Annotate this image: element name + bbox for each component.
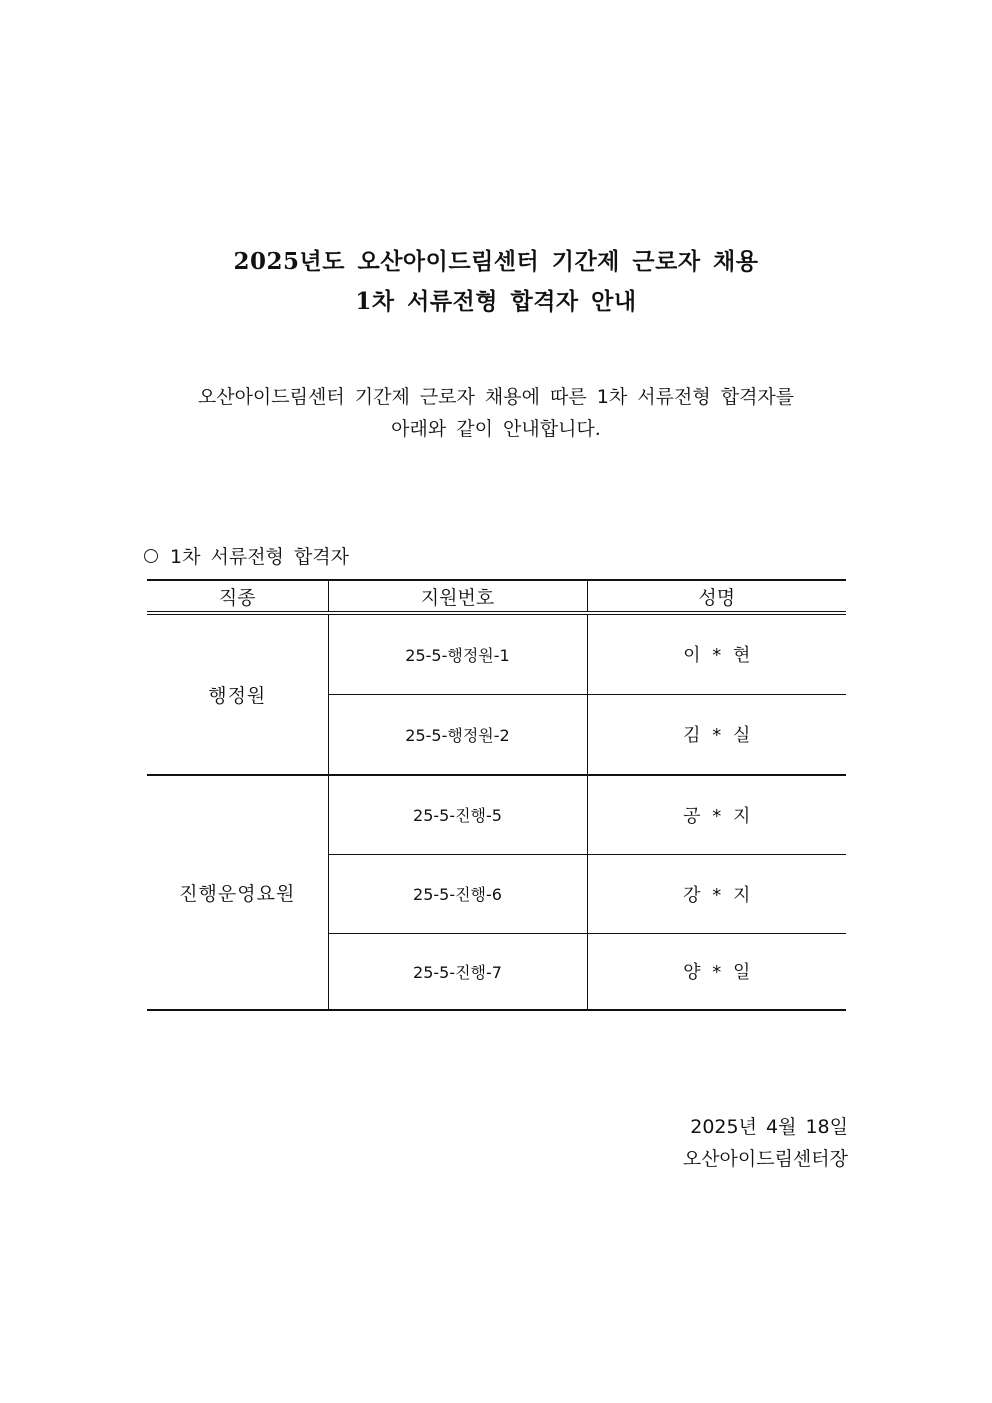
header-application-number: 지원번호 [328,580,587,613]
application-number-cell: 25-5-진행-5 [328,775,587,854]
job-type-cell: 진행운영요원 [147,775,328,1010]
section-heading [144,542,349,569]
job-type-cell: 행정원 [147,613,328,775]
application-number-cell: 25-5-행정원-2 [328,694,587,775]
intro-text-line1: 오산아이드림센터 기간제 근로자 채용에 따른 1차 서류전형 합격자를 [197,386,795,408]
applicant-name-cell: 공 * 지 [587,775,846,854]
header-job-type: 직종 [147,580,328,613]
applicant-name-cell: 이 * 현 [587,613,846,694]
footer-date: 2025년 4월 18일 [690,1116,848,1138]
applicant-name-cell: 양 * 일 [587,933,846,1010]
applicant-name-cell: 강 * 지 [587,854,846,933]
results-table [147,579,846,1011]
footer-organization: 오산아이드림센터장 [682,1148,848,1170]
application-number-cell: 25-5-진행-6 [328,854,587,933]
document-title-line1: 2025년도 오산아이드림센터 기간제 근로자 채용 [233,248,759,275]
application-number-cell: 25-5-행정원-1 [328,613,587,694]
section-heading-label: 1차 서류전형 합격자 [170,546,349,568]
intro-text-line2: 아래와 같이 안내합니다. [391,418,601,440]
document-title-line2: 1차 서류전형 합격자 안내 [355,288,637,315]
table-row [147,613,846,694]
applicant-name-cell: 김 * 실 [587,694,846,775]
header-name: 성명 [587,580,846,613]
table-row [147,775,846,854]
application-number-cell: 25-5-진행-7 [328,933,587,1010]
table-header-row [147,580,846,613]
circle-bullet-icon [144,549,158,563]
